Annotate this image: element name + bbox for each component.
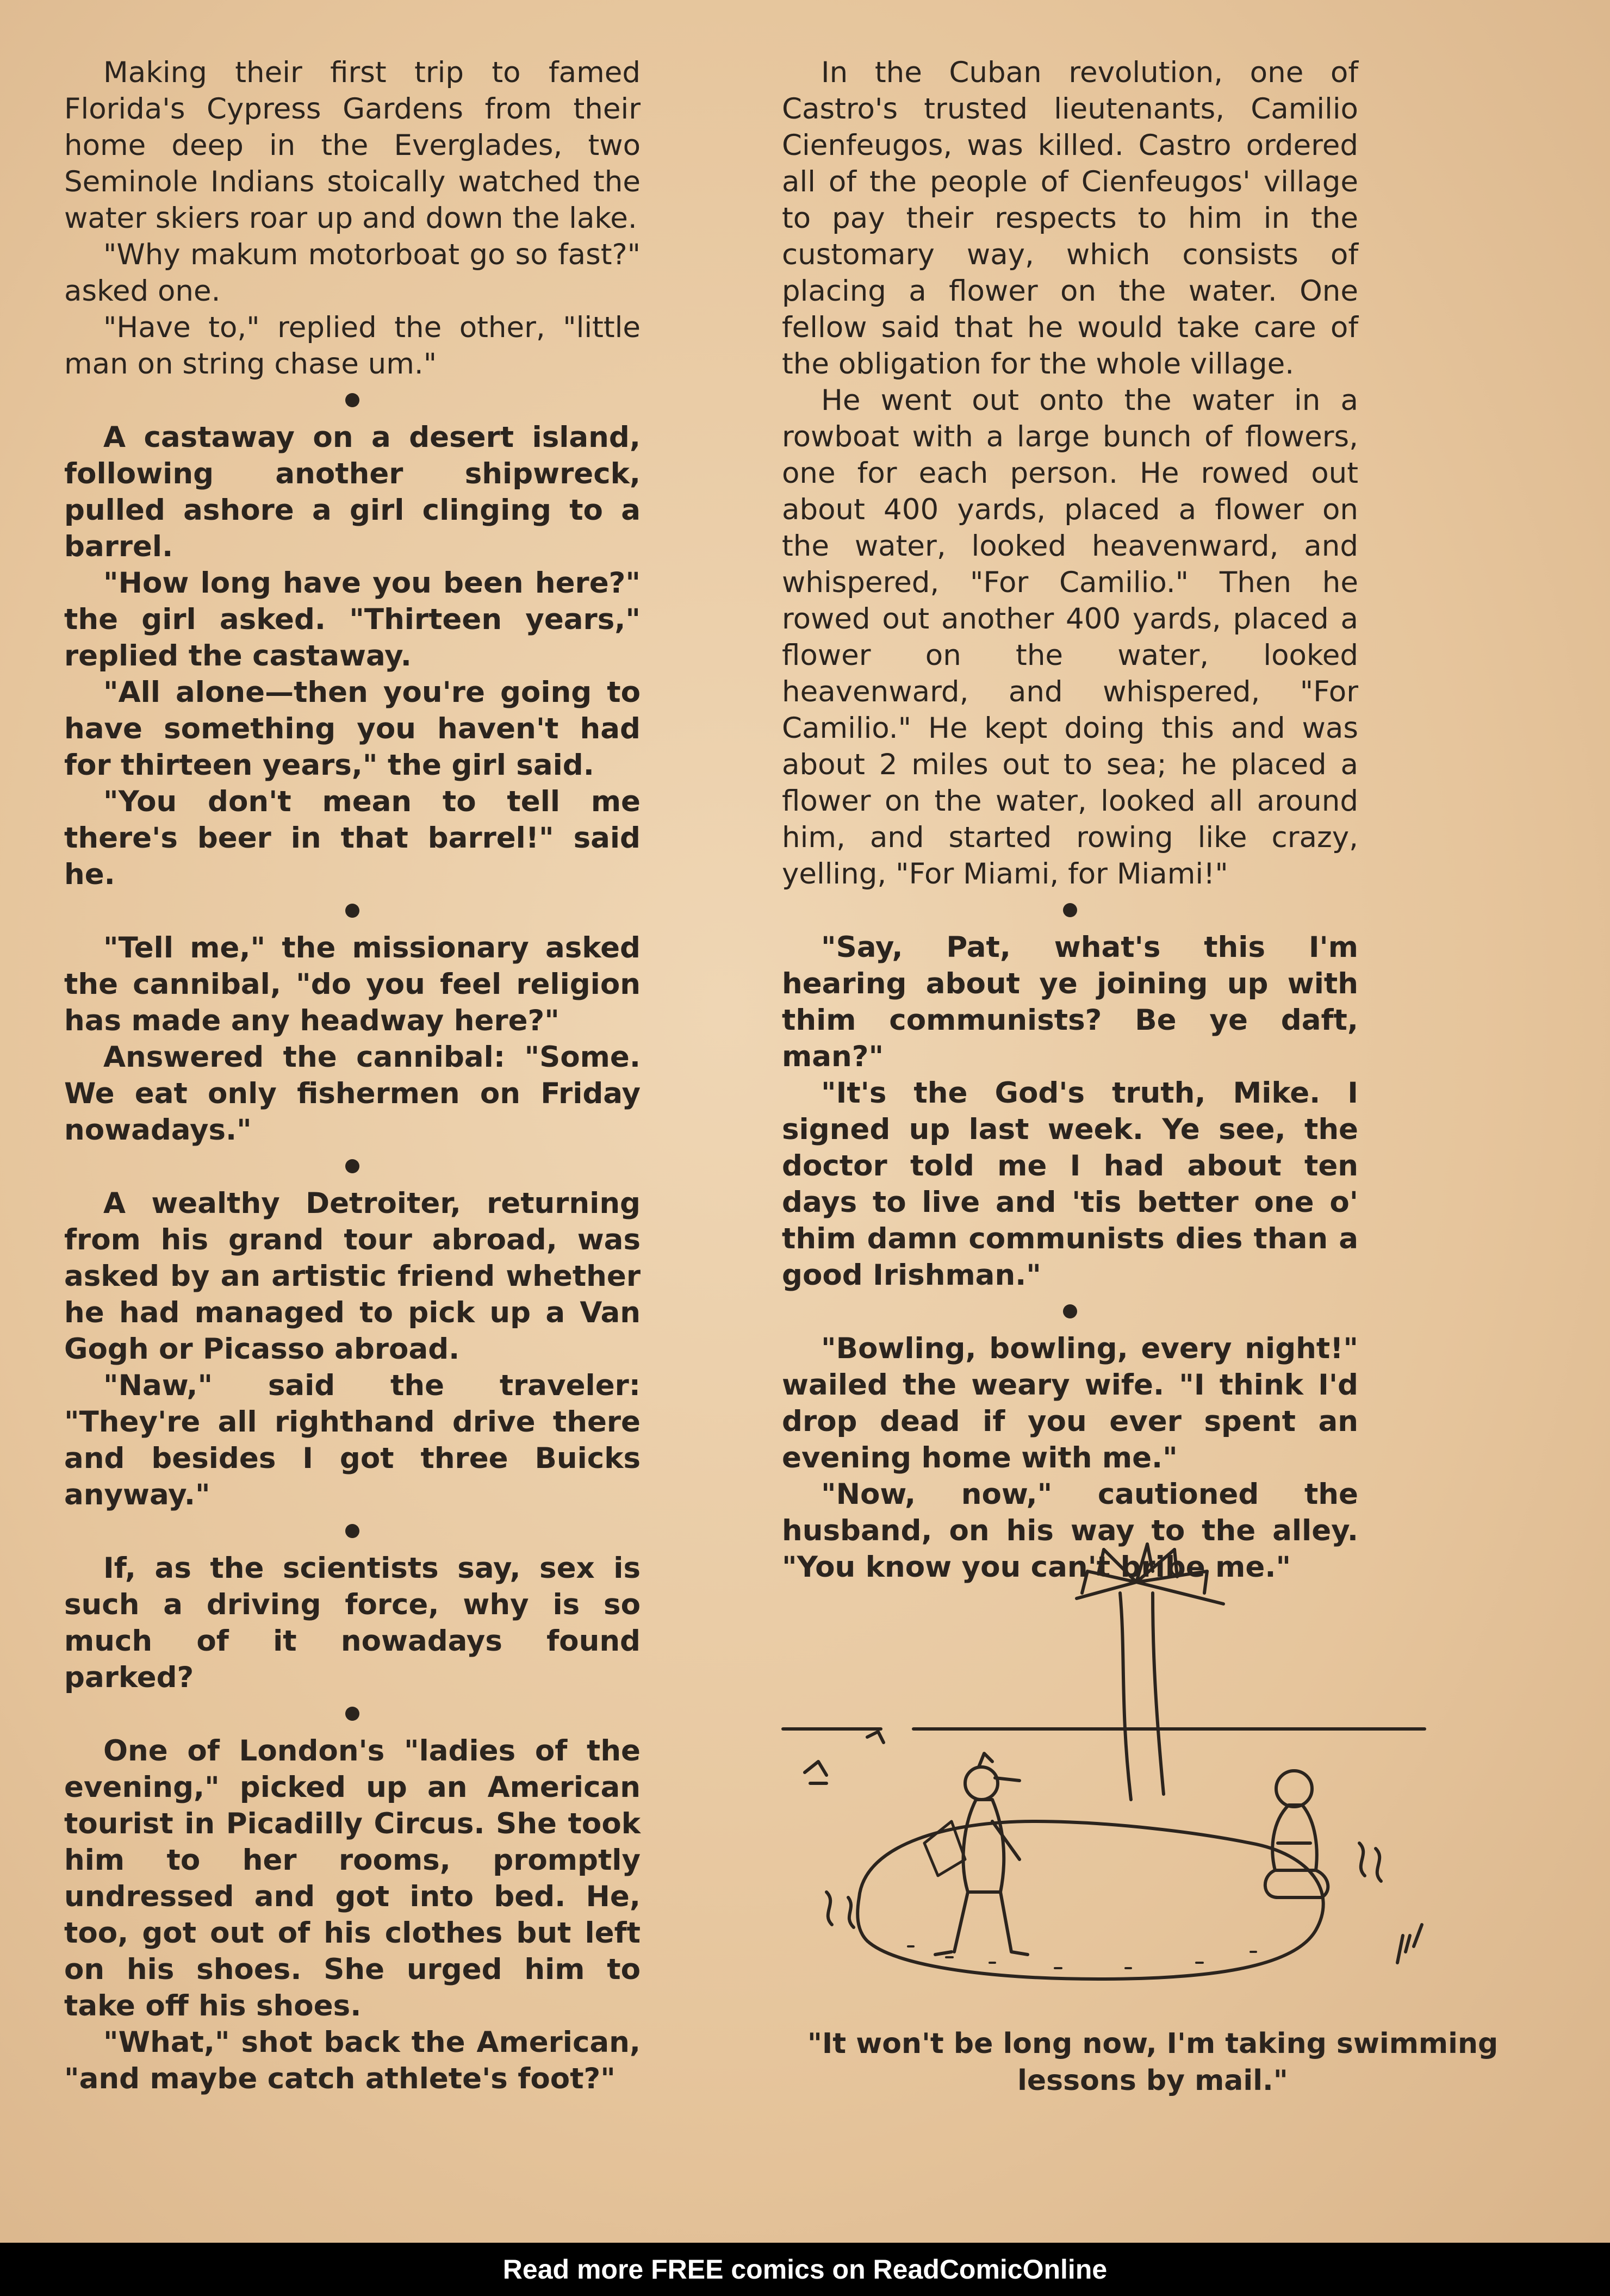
joke-cuban <box>782 54 1358 892</box>
separator-bullet <box>345 904 359 918</box>
joke-paragraph: "Now, now," cautioned the husband, on his way to the alley. "You know you can't bribe me." <box>782 1478 1358 1584</box>
sitting-man <box>1265 1771 1328 1897</box>
joke-paragraph: "Say, Pat, what's this I'm hearing about ye joining up with thim communists? Be ye daft, man?" <box>782 931 1358 1073</box>
joke-paragraph: One of London's "ladies of the evening," picked up an American tourist in Picadilly Circus. She took him to her rooms, promptly undressed and got into bed. He, too, got out of his clothes but left on his shoes. She urged him to take off his shoes. <box>64 1734 641 2023</box>
joke-paragraph: "All alone—then you're going to have something you haven't had for thirteen years," the girl said. <box>64 676 641 782</box>
artist-signature <box>1397 1925 1422 1963</box>
joke-paragraph: "It's the God's truth, Mike. I signed up last week. Ye see, the doctor told me I had about ten days to live and 'tis better one o' thim damn communists dies than a good Irishman." <box>782 1077 1358 1292</box>
cartoon-caption <box>799 2025 1506 2099</box>
separator-bullet <box>345 393 359 407</box>
castaway-cartoon <box>772 1517 1446 2006</box>
separator-bullet <box>345 1524 359 1538</box>
separator-bullet <box>345 1707 359 1721</box>
caption-line: lessons by mail." <box>1017 2064 1288 2097</box>
joke-london <box>64 1733 641 2097</box>
joke-seminole <box>64 54 641 382</box>
joke-paragraph: Answered the cannibal: "Some. We eat only fishermen on Friday nowadays." <box>64 1041 641 1147</box>
palm-tree <box>1077 1544 1223 1800</box>
joke-paragraph: "Tell me," the missionary asked the cannibal, "do you feel religion has made any headway here?" <box>64 931 641 1037</box>
separator-bullet <box>1063 1304 1077 1318</box>
footer-banner[interactable] <box>0 2243 1610 2296</box>
joke-paragraph: A wealthy Detroiter, returning from his grand tour abroad, was asked by an artistic friend whether he had managed to pick up a Van Gogh or Picasso abroad. <box>64 1187 641 1366</box>
joke-paragraph: He went out onto the water in a rowboat with a large bunch of flowers, one for each person. He rowed out about 400 yards, placed a flower on the water, looked heavenward, and whispered, "For Camilio." Then he rowed out another 400 yards, placed a flower on the water, looked heavenward, and whispered, "For Camilio." He kept doing this and was about 2 miles out to sea; he placed a flower on the water, looked all around him, and started rowing like crazy, yelling, "For Miami, for Miami!" <box>782 384 1358 891</box>
joke-paragraph: "Bowling, bowling, every night!" wailed the weary wife. "I think I'd drop dead if you ever spent an evening home with me." <box>782 1332 1358 1474</box>
separator-bullet <box>345 1159 359 1173</box>
joke-scientists <box>64 1550 641 1696</box>
island <box>857 1821 1323 1979</box>
joke-paragraph: "Have to," replied the other, "little man on string chase um." <box>64 311 641 381</box>
joke-paragraph: Making their first trip to famed Florida's Cypress Gardens from their home deep in the Everglades, two Seminole Indians stoically watched the water skiers roar up and down the lake. <box>64 56 641 235</box>
separator-bullet <box>1063 903 1077 917</box>
joke-paragraph: A castaway on a desert island, following another shipwreck, pulled ashore a girl clinging to a barrel. <box>64 421 641 563</box>
caption-line: "It won't be long now, I'm taking swimming <box>807 2027 1499 2060</box>
standing-man <box>924 1753 1028 1955</box>
left-column <box>64 54 641 2097</box>
joke-paragraph: "Why makum motorboat go so fast?" asked one. <box>64 238 641 308</box>
footer-text[interactable]: Read more FREE comics on ReadComicOnline <box>502 2254 1108 2285</box>
joke-paragraph: In the Cuban revolution, one of Castro's trusted lieutenants, Camilio Cienfeugos, was killed. Castro ordered all of the people of Cienfeugos' village to pay their respects to him in the customary way, which consists of placing a flower on the water. One fellow said that he would take care of the obligation for the whole village. <box>782 56 1358 381</box>
joke-paragraph: "You don't mean to tell me there's beer in that barrel!" said he. <box>64 785 641 891</box>
joke-pat-mike <box>782 929 1358 1293</box>
joke-missionary <box>64 930 641 1148</box>
joke-detroiter <box>64 1185 641 1513</box>
joke-paragraph: "Naw," said the traveler: "They're all righthand drive there and besides I got three Buicks anyway." <box>64 1369 641 1511</box>
joke-paragraph: If, as the scientists say, sex is such a driving force, why is so much of it nowadays found parked? <box>64 1552 641 1694</box>
right-column <box>782 54 1358 1585</box>
joke-paragraph: "How long have you been here?" the girl asked. "Thirteen years," replied the castaway. <box>64 567 641 673</box>
joke-paragraph: "What," shot back the American, "and maybe catch athlete's foot?" <box>64 2026 641 2095</box>
joke-castaway <box>64 419 641 893</box>
